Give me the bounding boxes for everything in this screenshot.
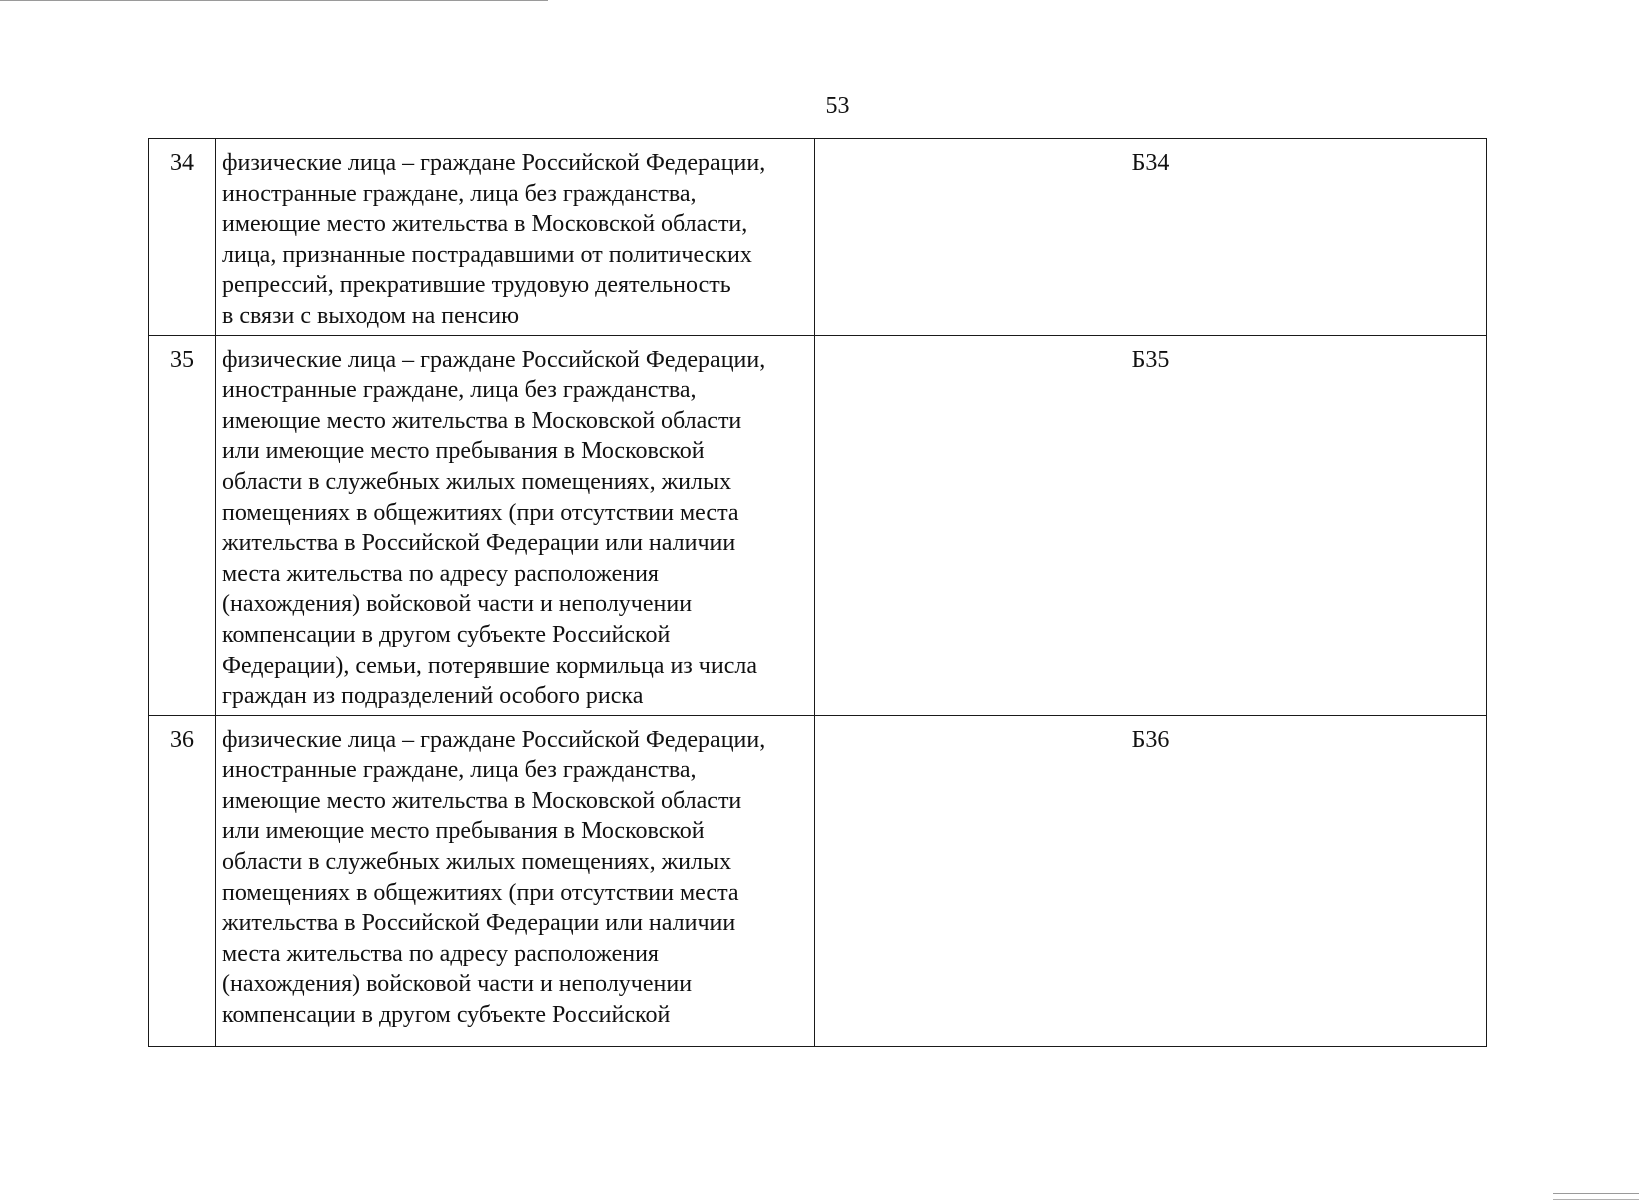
description-line: репрессий, прекратившие трудовую деятельность (222, 272, 731, 299)
description-line: физические лица – граждане Российской Федерации, (222, 346, 766, 373)
description-line: места жительства по адресу расположения (222, 940, 659, 967)
row-description (216, 139, 815, 336)
description-line: или имеющие место пребывания в Московской (222, 438, 705, 465)
description-line: физические лица – граждане Российской Федерации, (222, 726, 766, 753)
description-line: иностранные граждане, лица без гражданства, (222, 377, 697, 404)
page-number: 53 (825, 93, 850, 119)
table-row (149, 139, 1487, 336)
description-line: компенсации в другом субъекте Российской (222, 621, 671, 648)
description-line: жительства в Российской Федерации или наличии (222, 530, 736, 557)
row-number: 36 (149, 715, 216, 1046)
row-description (216, 335, 815, 715)
description-line: помещениях в общежитиях (при отсутствии места (222, 499, 739, 526)
description-line: компенсации в другом субъекте Российской (222, 1002, 671, 1029)
row-number: 35 (149, 335, 216, 715)
description-line: или имеющие место пребывания в Московской (222, 818, 705, 845)
scan-edge-top (0, 0, 548, 1)
description-line: (нахождения) войсковой части и неполучении (222, 591, 693, 618)
description-line: лица, признанные пострадавшими от политических (222, 241, 752, 268)
description-line: имеющие место жительства в Московской области, (222, 211, 748, 238)
description-line: жительства в Российской Федерации или наличии (222, 910, 736, 937)
description-line: области в служебных жилых помещениях, жилых (222, 468, 732, 495)
document-table (148, 138, 1487, 1047)
description-line: помещениях в общежитиях (при отсутствии места (222, 879, 739, 906)
row-description (216, 715, 815, 1046)
description-line: Федерации), семьи, потерявшие кормильца из числа (222, 652, 757, 679)
table-row (149, 335, 1487, 715)
row-code: Б34 (815, 139, 1487, 336)
row-number: 34 (149, 139, 216, 336)
description-line: в связи с выходом на пенсию (222, 302, 520, 329)
description-line: области в служебных жилых помещениях, жилых (222, 849, 732, 876)
description-line: иностранные граждане, лица без гражданства, (222, 180, 697, 207)
description-line: (нахождения) войсковой части и неполучении (222, 971, 693, 998)
description-line: иностранные граждане, лица без гражданства, (222, 757, 697, 784)
description-line: физические лица – граждане Российской Федерации, (222, 150, 766, 176)
description-line: граждан из подразделений особого риска (222, 683, 644, 710)
description-line: имеющие место жительства в Московской области (222, 787, 742, 814)
row-code: Б36 (815, 715, 1487, 1046)
description-line: имеющие место жительства в Московской области (222, 407, 742, 434)
scan-edge-bottom (1553, 1193, 1639, 1194)
table-row (149, 715, 1487, 1046)
description-line: места жительства по адресу расположения (222, 560, 659, 587)
row-code: Б35 (815, 335, 1487, 715)
